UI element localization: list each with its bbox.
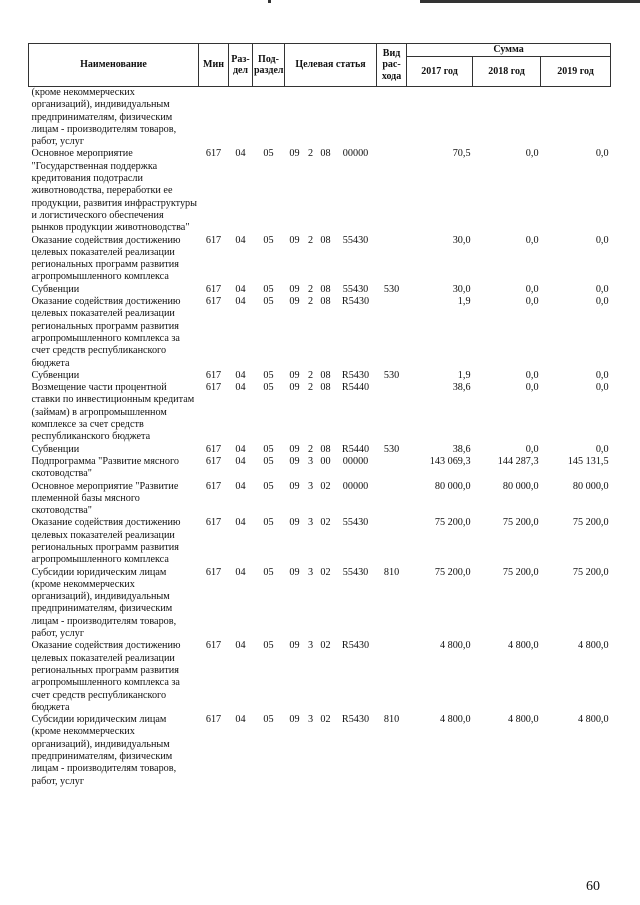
row-target-subprogram: 2 <box>307 234 314 246</box>
row-razdel: 04 <box>235 455 246 467</box>
row-target-subprogram: 3 <box>307 566 314 578</box>
row-target-event <box>317 87 335 149</box>
row-target-event: 08 <box>320 443 331 455</box>
row-sum-2019: 0,0 <box>595 369 609 381</box>
row-name: Оказание содействия достижению целевых показателей реализации региональных программ развития агропромышленного комплекса <box>31 517 181 566</box>
row-sum-2018: 75 200,0 <box>502 566 539 578</box>
row-sum-2019: 4 800,0 <box>578 714 609 726</box>
row-target-event: 08 <box>320 283 331 295</box>
row-podrazdel: 05 <box>263 640 274 652</box>
header-year-2019: 2019 год <box>541 57 611 87</box>
row-target-program: 09 <box>289 517 300 529</box>
row-sum-2017: 30,0 <box>452 234 471 246</box>
row-razdel: 04 <box>235 369 246 381</box>
row-sum-2017: 75 200,0 <box>434 566 471 578</box>
row-vid: 530 <box>383 283 400 295</box>
table-row <box>29 444 611 456</box>
row-sum-2017: 75 200,0 <box>434 517 471 529</box>
row-target-program: 09 <box>289 283 300 295</box>
row-sum-2017: 1,9 <box>457 369 471 381</box>
row-razdel <box>229 87 253 149</box>
row-target-event: 02 <box>320 517 331 529</box>
row-sum-2017: 80 000,0 <box>434 480 471 492</box>
row-podrazdel: 05 <box>263 714 274 726</box>
row-target-program: 09 <box>289 296 300 308</box>
row-name: Возмещение части процентной ставки по инвестиционным кредитам (займам) в агропромышленном комплексе за счет средств республиканского бюджета <box>31 382 195 443</box>
row-target-program: 09 <box>289 369 300 381</box>
row-razdel: 04 <box>235 640 246 652</box>
row-razdel: 04 <box>235 566 246 578</box>
row-name: Оказание содействия достижению целевых показателей реализации региональных программ развития агропромышленного комплекса за счет средств республиканского бюджета <box>31 296 181 369</box>
row-target-event: 08 <box>320 382 331 394</box>
row-target-program: 09 <box>289 234 300 246</box>
row-target-program: 09 <box>289 148 300 160</box>
row-target-subprogram: 3 <box>307 480 314 492</box>
row-name: Субвенции <box>31 283 80 295</box>
row-podrazdel: 05 <box>263 369 274 381</box>
row-name: Субсидии юридическим лицам (кроме некоммерческих организаций), индивидуальным предпринимателям, физическим лицам - производителям товаров, работ, услуг <box>31 714 177 787</box>
row-target-program: 09 <box>289 480 300 492</box>
row-name: Субвенции <box>31 443 80 455</box>
row-target-subprogram: 3 <box>307 455 314 467</box>
row-vid: 530 <box>383 369 400 381</box>
row-podrazdel: 05 <box>263 566 274 578</box>
row-sum-2017: 38,6 <box>452 443 471 455</box>
top-border-line <box>420 0 640 3</box>
row-sum-2018: 80 000,0 <box>502 480 539 492</box>
row-target-direction: 55430 <box>342 517 369 529</box>
row-sum-2019: 0,0 <box>595 148 609 160</box>
budget-table <box>28 43 611 788</box>
header-sum: Сумма <box>407 44 611 57</box>
row-min: 617 <box>205 382 222 394</box>
row-target-direction: 00000 <box>342 148 369 160</box>
row-target-subprogram: 3 <box>307 640 314 652</box>
row-sum-2018: 0,0 <box>525 369 539 381</box>
row-sum-2019: 0,0 <box>595 382 609 394</box>
row-vid <box>377 296 407 370</box>
row-min: 617 <box>205 148 222 160</box>
table-row <box>29 456 611 481</box>
row-min: 617 <box>205 369 222 381</box>
row-sum-2018: 0,0 <box>525 443 539 455</box>
row-min: 617 <box>205 455 222 467</box>
row-podrazdel: 05 <box>263 382 274 394</box>
table-row <box>29 87 611 149</box>
table-row <box>29 640 611 714</box>
row-vid: 530 <box>383 443 400 455</box>
row-target-subprogram: 2 <box>307 283 314 295</box>
row-sum-2018 <box>473 87 541 149</box>
row-sum-2019: 0,0 <box>595 296 609 308</box>
table-row <box>29 296 611 370</box>
row-target-subprogram: 2 <box>307 148 314 160</box>
row-min: 617 <box>205 714 222 726</box>
row-razdel: 04 <box>235 714 246 726</box>
row-target-subprogram <box>305 87 317 149</box>
row-sum-2018: 0,0 <box>525 296 539 308</box>
row-podrazdel: 05 <box>263 480 274 492</box>
header-year-2018: 2018 год <box>473 57 541 87</box>
row-sum-2018: 4 800,0 <box>507 714 539 726</box>
row-target-subprogram: 2 <box>307 382 314 394</box>
row-target-direction: R5430 <box>341 714 370 726</box>
header-razdel: Раз- дел <box>229 44 253 87</box>
row-target-program: 09 <box>289 455 300 467</box>
row-target-program: 09 <box>289 640 300 652</box>
row-vid <box>377 481 407 518</box>
row-podrazdel: 05 <box>263 443 274 455</box>
table-row <box>29 481 611 518</box>
row-vid <box>377 148 407 234</box>
row-vid <box>377 87 407 149</box>
row-sum-2019: 0,0 <box>595 283 609 295</box>
table-row <box>29 517 611 566</box>
row-target-direction: 55430 <box>342 566 369 578</box>
header-podrazdel: Под- раздел <box>253 44 285 87</box>
row-razdel: 04 <box>235 382 246 394</box>
table-row <box>29 148 611 234</box>
row-min: 617 <box>205 566 222 578</box>
header-name: Наименование <box>29 44 199 87</box>
row-razdel: 04 <box>235 283 246 295</box>
top-mark <box>268 0 271 3</box>
row-target-event: 08 <box>320 148 331 160</box>
row-min: 617 <box>205 640 222 652</box>
row-vid: 810 <box>383 714 400 726</box>
row-sum-2017: 1,9 <box>457 296 471 308</box>
row-name: Оказание содействия достижению целевых показателей реализации региональных программ развития агропромышленного комплекса <box>31 234 181 283</box>
row-sum-2019 <box>541 87 611 149</box>
row-sum-2018: 0,0 <box>525 148 539 160</box>
row-razdel: 04 <box>235 480 246 492</box>
row-sum-2019: 145 131,5 <box>567 455 609 467</box>
row-target-subprogram: 2 <box>307 296 314 308</box>
row-sum-2019: 75 200,0 <box>572 566 609 578</box>
row-razdel: 04 <box>235 296 246 308</box>
header-target: Целевая статья <box>285 44 377 87</box>
budget-table-page <box>28 43 610 788</box>
row-target-event: 08 <box>320 234 331 246</box>
row-podrazdel <box>253 87 285 149</box>
row-vid <box>377 235 407 284</box>
row-razdel: 04 <box>235 148 246 160</box>
table-header <box>29 44 611 87</box>
row-target-direction: 00000 <box>342 455 369 467</box>
row-target-program: 09 <box>289 566 300 578</box>
row-name: Подпрограмма "Развитие мясного скотоводства" <box>31 455 179 480</box>
row-target-event: 00 <box>320 455 331 467</box>
row-min: 617 <box>205 283 222 295</box>
row-sum-2019: 0,0 <box>595 443 609 455</box>
row-target-program <box>285 87 305 149</box>
row-target-event: 08 <box>320 369 331 381</box>
table-row <box>29 714 611 788</box>
header-year-2017: 2017 год <box>407 57 473 87</box>
row-sum-2019: 80 000,0 <box>572 480 609 492</box>
row-sum-2017: 70,5 <box>452 148 471 160</box>
row-target-event: 08 <box>320 296 331 308</box>
row-target-direction: R5440 <box>341 443 370 455</box>
row-target-direction: R5430 <box>341 296 370 308</box>
row-sum-2017: 30,0 <box>452 283 471 295</box>
row-podrazdel: 05 <box>263 283 274 295</box>
row-min: 617 <box>205 296 222 308</box>
row-name: Оказание содействия достижению целевых показателей реализации региональных программ развития агропромышленного комплекса за счет средств республиканского бюджета <box>31 640 181 713</box>
row-sum-2017: 143 069,3 <box>429 455 471 467</box>
row-podrazdel: 05 <box>263 296 274 308</box>
row-sum-2018: 0,0 <box>525 283 539 295</box>
row-sum-2019: 4 800,0 <box>578 640 609 652</box>
row-sum-2018: 4 800,0 <box>507 640 539 652</box>
row-target-direction: R5440 <box>341 382 370 394</box>
row-name: Субсидии юридическим лицам (кроме некоммерческих организаций), индивидуальным предпринимателям, физическим лицам - производителям товаров, работ, услуг <box>31 566 177 640</box>
table-row <box>29 284 611 296</box>
row-vid <box>377 456 407 481</box>
row-min: 617 <box>205 234 222 246</box>
row-razdel: 04 <box>235 443 246 455</box>
row-target-subprogram: 3 <box>307 517 314 529</box>
row-target-direction: 00000 <box>342 480 369 492</box>
row-name: Субвенции <box>31 369 80 381</box>
row-sum-2019: 0,0 <box>595 234 609 246</box>
row-sum-2017: 4 800,0 <box>439 714 471 726</box>
row-name: Основное мероприятие "Государственная поддержка кредитования подотрасли животноводства, переработки ее продукции, развития инфраструктуры и логистического обеспечения рынков продукции животноводства" <box>31 148 197 234</box>
row-target-program: 09 <box>289 443 300 455</box>
row-vid <box>377 640 407 714</box>
row-podrazdel: 05 <box>263 234 274 246</box>
row-podrazdel: 05 <box>263 455 274 467</box>
row-min: 617 <box>205 480 222 492</box>
row-min: 617 <box>205 517 222 529</box>
row-target-direction: 55430 <box>342 234 369 246</box>
row-target-program: 09 <box>289 714 300 726</box>
table-row <box>29 370 611 382</box>
row-sum-2018: 0,0 <box>525 234 539 246</box>
row-vid <box>377 382 407 443</box>
row-target-event: 02 <box>320 480 331 492</box>
row-sum-2019: 75 200,0 <box>572 517 609 529</box>
row-sum-2017: 38,6 <box>452 382 471 394</box>
header-vid: Вид рас- хода <box>377 44 407 87</box>
row-target-event: 02 <box>320 566 331 578</box>
row-sum-2017: 4 800,0 <box>439 640 471 652</box>
row-target-event: 02 <box>320 714 331 726</box>
row-min: 617 <box>205 443 222 455</box>
row-name: Основное мероприятие "Развитие племенной базы мясного скотоводства" <box>31 480 179 517</box>
table-row <box>29 382 611 443</box>
row-razdel: 04 <box>235 234 246 246</box>
row-sum-2018: 144 287,3 <box>497 455 539 467</box>
table-body <box>29 87 611 788</box>
row-vid: 810 <box>383 566 400 578</box>
page-number: 60 <box>586 879 600 894</box>
row-sum-2018: 0,0 <box>525 382 539 394</box>
row-target-direction: 55430 <box>342 283 369 295</box>
row-target-direction: R5430 <box>341 369 370 381</box>
row-target-direction <box>335 87 377 149</box>
row-min <box>199 87 229 149</box>
table-row <box>29 567 611 641</box>
row-razdel: 04 <box>235 517 246 529</box>
row-sum-2017 <box>407 87 473 149</box>
header-min: Мин <box>199 44 229 87</box>
row-target-event: 02 <box>320 640 331 652</box>
row-sum-2018: 75 200,0 <box>502 517 539 529</box>
row-vid <box>377 517 407 566</box>
row-podrazdel: 05 <box>263 148 274 160</box>
row-podrazdel: 05 <box>263 517 274 529</box>
row-target-direction: R5430 <box>341 640 370 652</box>
row-target-program: 09 <box>289 382 300 394</box>
row-name: (кроме некоммерческих организаций), индивидуальным предпринимателям, физическим лицам - производителям товаров, работ, услуг <box>31 87 177 148</box>
row-target-subprogram: 2 <box>307 443 314 455</box>
row-target-subprogram: 2 <box>307 369 314 381</box>
row-target-subprogram: 3 <box>307 714 314 726</box>
table-row <box>29 235 611 284</box>
